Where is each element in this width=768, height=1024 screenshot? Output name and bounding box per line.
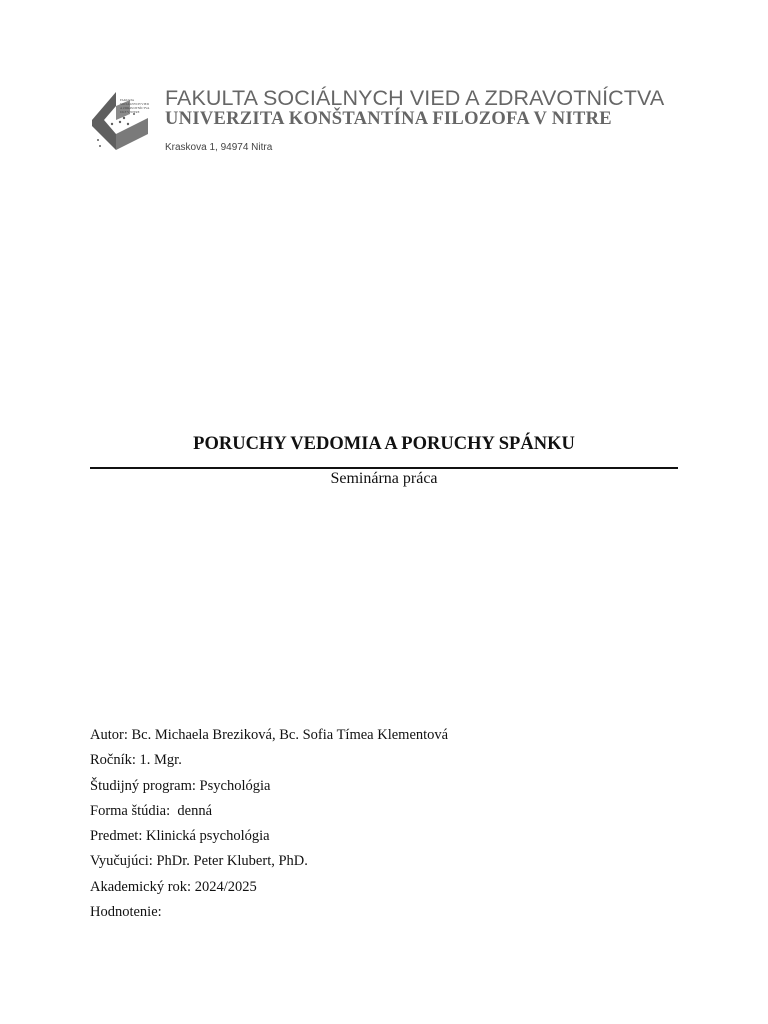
info-academic-year: Akademický rok: 2024/2025: [90, 878, 257, 895]
faculty-address: Kraskova 1, 94974 Nitra: [165, 142, 273, 153]
info-evaluation: Hodnotenie:: [90, 904, 162, 921]
svg-text:FAKULTA: FAKULTA: [120, 98, 135, 102]
info-subject: Predmet: Klinická psychológia: [90, 828, 270, 845]
document-title: PORUCHY VEDOMIA A PORUCHY SPÁNKU: [193, 434, 575, 454]
svg-text:A ZDRAVOTNÍCTVA: A ZDRAVOTNÍCTVA: [120, 106, 150, 110]
info-author: Autor: Bc. Michaela Breziková, Bc. Sofia Tímea Klementová: [90, 727, 449, 743]
university-name: UNIVERZITA KONŠTANTÍNA FILOZOFA V NITRE: [165, 109, 612, 129]
info-study-program: Študijný program: Psychológia: [90, 777, 271, 794]
svg-text:UKF V NITRE: UKF V NITRE: [120, 110, 140, 114]
faculty-logo-icon: [90, 90, 158, 160]
document-info-list: [90, 726, 448, 928]
document-subtitle: Seminárna práca: [330, 470, 438, 487]
info-year: Ročník: 1. Mgr.: [90, 752, 182, 769]
svg-text:SOCIÁLNYCH VIED: SOCIÁLNYCH VIED: [120, 102, 149, 106]
info-study-form: Forma štúdia: denná: [90, 802, 213, 819]
title-divider: [90, 467, 678, 469]
info-lecturer: Vyučujúci: PhDr. Peter Klubert, PhD.: [90, 853, 308, 870]
faculty-name: FAKULTA SOCIÁLNYCH VIED A ZDRAVOTNÍCTVA: [165, 86, 665, 110]
faculty-header: [90, 86, 690, 162]
